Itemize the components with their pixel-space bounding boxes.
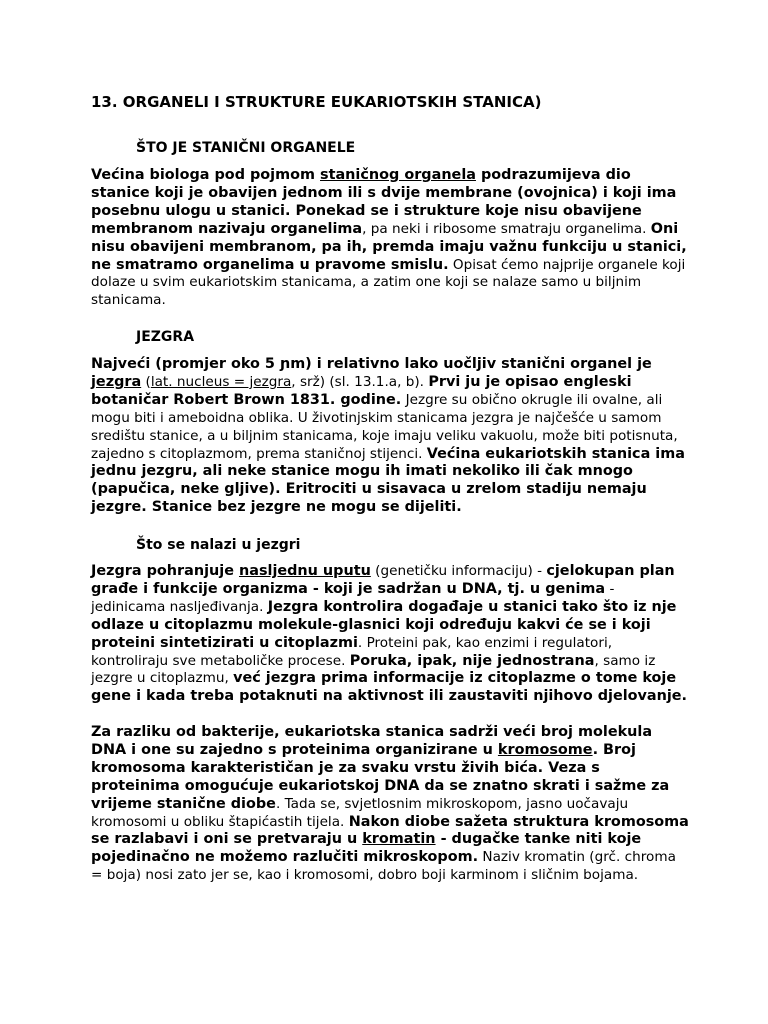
text-run: Jezgra pohranjuje bbox=[91, 563, 239, 579]
text-run: Naziv kromatin (grč. chroma = boja) nosi zato jer se, kao i kromosomi, dobro boji karminom i sličnim bojama. bbox=[91, 849, 676, 884]
page-title: 13. ORGANELI I STRUKTURE EUKARIOTSKIH STANICA) bbox=[91, 93, 542, 111]
text-run: Najveći (promjer oko 5 ɲm) i relativno lako uočljiv stanični organel je bbox=[91, 356, 652, 372]
text-run: Oni nisu obavijeni membranom, pa ih, premda imaju važnu funkciju u stanici, ne smatramo organelima u pravome smislu. bbox=[91, 220, 687, 273]
text-run: - jedinicama nasljeđivanja. bbox=[91, 580, 615, 615]
underlined-term: staničnog organela bbox=[320, 167, 476, 183]
text-run: Za razliku od bakterije, eukariotska stanica sadrži veći broj molekula DNA i one su zajedno s proteinima organizirane u bbox=[91, 724, 653, 758]
text-run: cjelokupan plan građe i funkcije organizma - koji je sadržan u DNA, tj. u genima bbox=[91, 563, 675, 597]
text-run: Poruka, ipak, nije jednostrana bbox=[349, 652, 595, 669]
text-run: , pa neki i ribosome smatraju organelima. bbox=[362, 220, 651, 237]
text-run: Opisat ćemo najprije organele koji dolaze u svim eukariotskim stanicama, a zatim one koji se nalaze samo u biljnim stanicama. bbox=[91, 256, 686, 309]
text-run: , samo iz jezgre u citoplazmu, bbox=[91, 652, 656, 687]
text-run: Većina eukariotskih stanica ima jednu jezgru, ali neke stanice mogu ih imati nekoliko ili čak mnogo (papučica, neke gljive). Eritrociti u sisavaca u zrelom stadiju nemaju jezgre. Stanice bez jezgre ne mogu se dijeliti. bbox=[91, 445, 685, 516]
text-run: podrazumijeva dio stanice koji je obavijen jednom ili s dvije membrane (ovojnica) i koji ima posebnu ulogu u stanici. Ponekad se i strukture koje nisu obavijene membranom nazivaju organelima bbox=[91, 167, 677, 237]
section-heading-organele: ŠTO JE STANIČNI ORGANELE bbox=[136, 140, 356, 156]
text-run: . Proteini pak, kao enzimi i regulatori, kontroliraju sve metaboličke procese. bbox=[91, 634, 613, 669]
text-run: . Broj kromosoma karakterističan je za svaku vrstu živih bića. Veza s proteinima omogućuje eukariotskoj DNA da se znatno skrati i sažme za vrijeme stanične diobe bbox=[91, 741, 670, 812]
text-run: Jezgre su obično okrugle ili ovalne, ali mogu biti i ameboidna oblika. U životinjskim stanicama jezgra je najčešće u samom središtu stanice, a u biljnim stanicama, koje imaju veliku vakuolu, može biti potisnuta, zajedno s citoplazmom, prema staničnoj stijenci. bbox=[91, 391, 678, 462]
text-run: , srž) (sl. 13.1.a, b). bbox=[291, 373, 429, 390]
section-heading-sadrzaj-jezgre: Što se nalazi u jezgri bbox=[136, 537, 301, 553]
text-run: Jezgra kontrolira događaje u stanici tako što iz nje odlaze u citoplazmu molekule-glasnici koji određuju kakvi će se i koji proteini sintetizirati u citoplazmi bbox=[91, 598, 677, 651]
underlined-term: kromosome bbox=[497, 741, 593, 758]
underlined-term: lat. nucleus = jezgra bbox=[150, 373, 292, 390]
underlined-term: kromatin bbox=[362, 831, 436, 848]
paragraph-jezgra bbox=[91, 356, 691, 517]
text-run: Prvi ju je opisao engleski botaničar Robert Brown 1831. godine. bbox=[91, 373, 632, 408]
underlined-term: nasljednu uputu bbox=[238, 563, 371, 579]
paragraph-organele bbox=[91, 167, 691, 310]
text-run: ( bbox=[141, 373, 151, 390]
text-run: Većina biologa pod pojmom bbox=[91, 167, 321, 183]
paragraph-kromosomi bbox=[91, 724, 691, 885]
text-run: - dugačke tanke niti koje pojedinačno ne možemo razlučiti mikroskopom. bbox=[91, 831, 642, 866]
section-heading-jezgra: JEZGRA bbox=[136, 329, 195, 345]
text-run: . Tada se, svjetlosnim mikroskopom, jasno uočavaju kromosomi u obliku štapićastih tijela. bbox=[91, 795, 629, 830]
text-run: već jezgra prima informacije iz citoplazme o tome koje gene i kada treba potaknuti na aktivnost ili zaustaviti njihovo djelovanje. bbox=[91, 670, 688, 705]
text-run: Nakon diobe sažeta struktura kromosoma se razlabavi i oni se pretvaraju u bbox=[91, 813, 689, 848]
text-run: (genetičku informaciju) - bbox=[370, 563, 547, 579]
paragraph-sadrzaj-jezgre bbox=[91, 563, 691, 706]
underlined-term: jezgra bbox=[91, 373, 142, 390]
